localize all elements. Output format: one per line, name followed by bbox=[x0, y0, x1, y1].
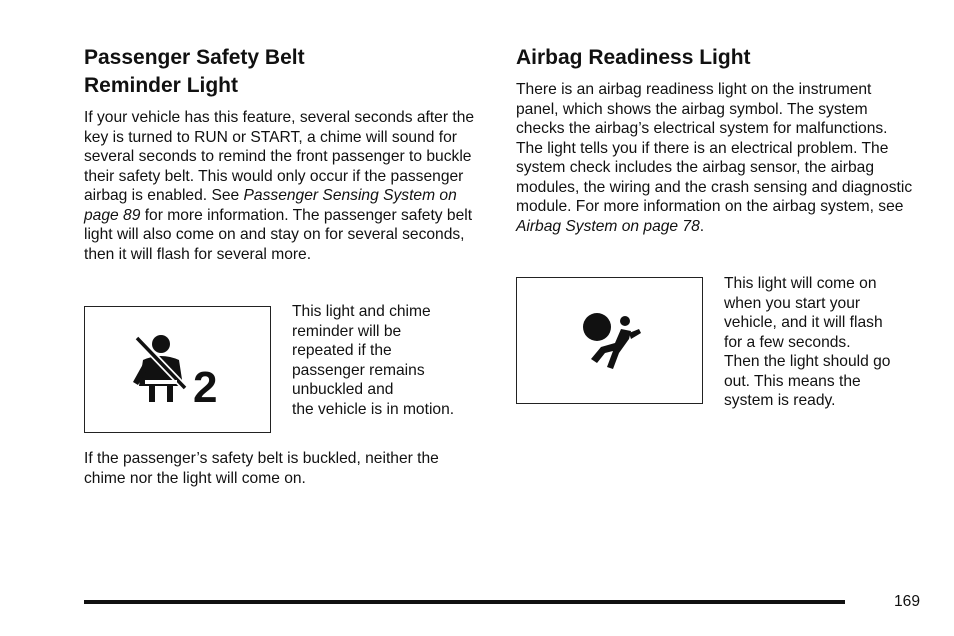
passenger-seatbelt-reminder-icon bbox=[123, 330, 233, 410]
caption-line: vehicle, and it will flash bbox=[724, 314, 883, 331]
airbag-intro-paragraph bbox=[516, 80, 918, 236]
intro-text: There is an airbag readiness light on the instrument panel, which shows the airbag symbol. The system checks the airbag’s electrical system for malfunctions. The light tells you if there is an electrical problem. The system check includes the airbag sensor, the airbag modules, the wiring and the crash sensing and diagnostic module. For more information on the airbag system, see bbox=[516, 81, 913, 215]
caption-line: when you start your bbox=[724, 294, 861, 312]
footer-rule bbox=[84, 600, 845, 604]
caption-line: This light and chime bbox=[292, 303, 431, 320]
seatbelt-intro-paragraph bbox=[84, 108, 486, 264]
airbag-readiness-icon bbox=[575, 309, 645, 373]
page-number: 169 bbox=[893, 593, 920, 610]
caption-line: out. This means the bbox=[724, 372, 861, 390]
caption-line: the vehicle is in motion. bbox=[292, 400, 455, 418]
caption-line: passenger remains bbox=[292, 361, 425, 379]
passenger-number: 2 bbox=[192, 362, 217, 410]
heading-line: Passenger Safety Belt bbox=[84, 46, 305, 69]
left-column bbox=[84, 44, 494, 264]
caption-line: repeated if the bbox=[292, 342, 392, 359]
caption-line: system is ready. bbox=[724, 392, 836, 409]
caption-line: This light will come on bbox=[724, 275, 877, 292]
heading-line: Reminder Light bbox=[84, 74, 239, 97]
seatbelt-reminder-figure bbox=[84, 306, 271, 433]
intro-text-continued: for more information. The passenger safety belt light will also come on and stay on for several seconds, then it will flash for several more. bbox=[84, 206, 473, 263]
seatbelt-figure-caption bbox=[292, 302, 492, 419]
caption-line: unbuckled and bbox=[292, 381, 394, 398]
caption-line: reminder will be bbox=[292, 322, 402, 340]
right-column bbox=[516, 44, 926, 236]
cross-reference-link: Passenger Sensing System on page 89 bbox=[84, 187, 457, 224]
caption-line: for a few seconds. bbox=[724, 333, 851, 351]
section-heading-airbag-readiness: Airbag Readiness Light bbox=[516, 46, 751, 69]
intro-text: If your vehicle has this feature, several seconds after the key is turned to RUN or START, a chime will sound for several seconds to remind the front passenger to buckle their safety belt. This would only occur if the passenger airbag is enabled. See bbox=[84, 109, 475, 204]
cross-reference-link: Airbag System on page 78 bbox=[516, 217, 700, 235]
airbag-figure-caption bbox=[724, 274, 929, 411]
intro-text-end: . bbox=[699, 217, 705, 235]
airbag-readiness-figure bbox=[516, 277, 703, 404]
caption-line: Then the light should go bbox=[724, 353, 891, 370]
section-heading-seatbelt-reminder bbox=[84, 44, 494, 100]
seatbelt-closing-paragraph: If the passenger’s safety belt is buckled, neither the chime nor the light will come on. bbox=[84, 450, 439, 487]
